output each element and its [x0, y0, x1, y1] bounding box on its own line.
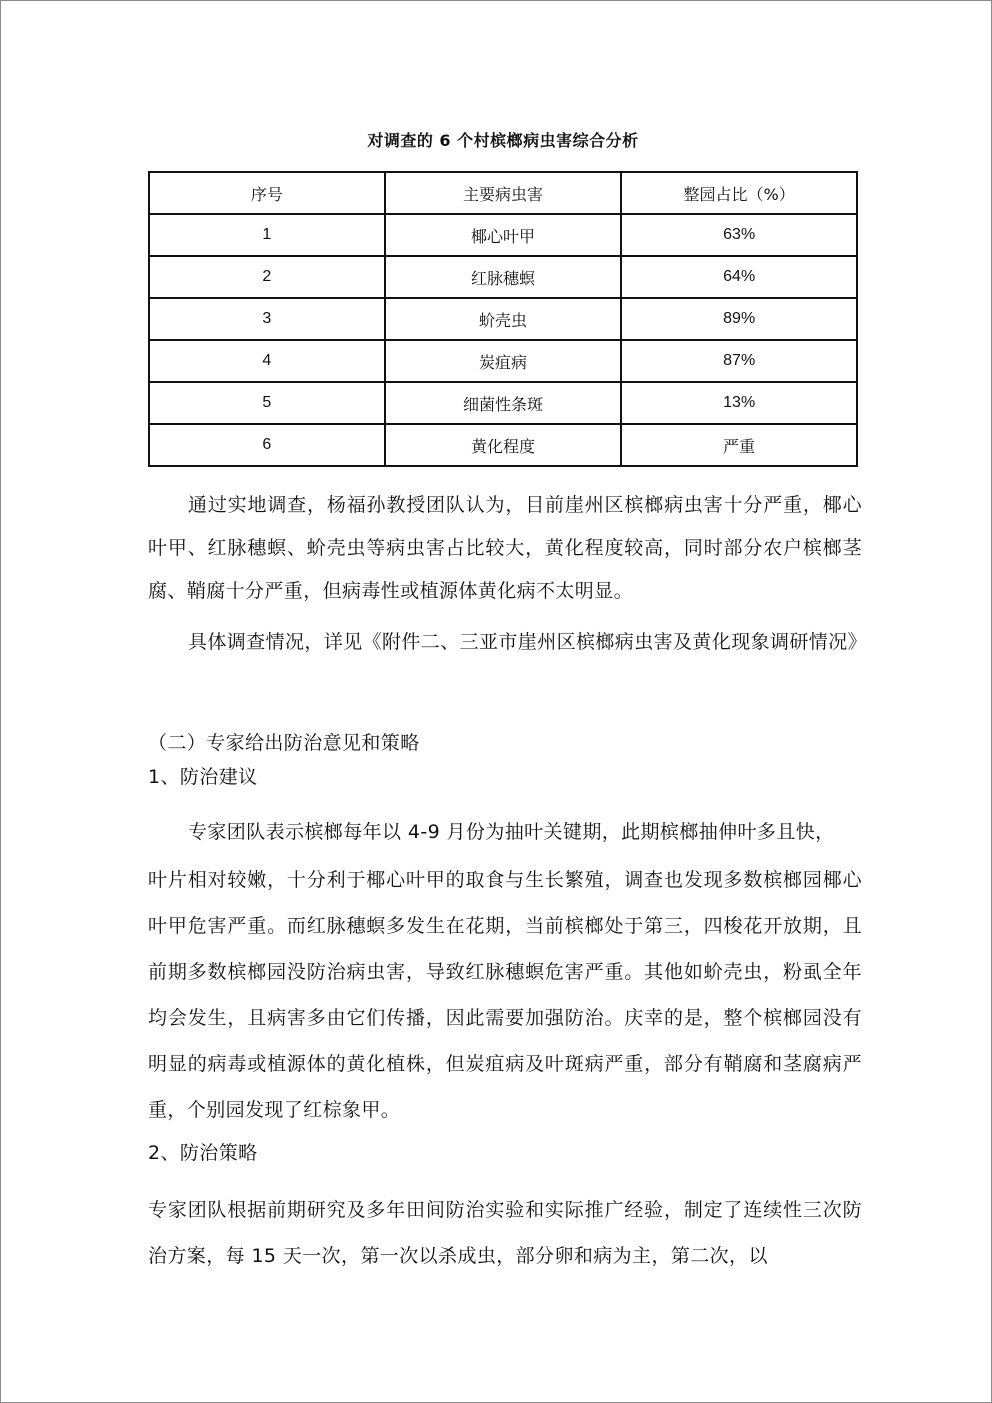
paragraph-strategy: 专家团队根据前期研究及多年田间防治实验和实际推广经验，制定了连续性三次防治方案，每 15 天一次，第一次以杀成虫，部分卵和病为主，第二次，以 — [148, 1199, 862, 1267]
row-ratio: 13% — [621, 382, 857, 424]
row-no: 5 — [149, 382, 385, 424]
table-row — [149, 340, 857, 382]
table-header-row — [149, 172, 857, 214]
row-ratio: 63% — [621, 214, 857, 256]
paragraph-summary: 通过实地调查，杨福孙教授团队认为，目前崖州区槟榔病虫害十分严重，椰心叶甲、红脉穗螟、蚧壳虫等病虫害占比较大，黄化程度较高，同时部分农户槟榔茎腐、鞘腐十分严重，但病毒性或植源体黄化病不太明显。 — [148, 494, 862, 602]
table-row — [149, 214, 857, 256]
paragraph-suggestions-first-line: 专家团队表示槟榔每年以 4-9 月份为抽叶关键期，此期槟榔抽伸叶多且快， — [188, 821, 835, 843]
row-pest: 蚧壳虫 — [385, 298, 622, 340]
row-no: 3 — [149, 298, 385, 340]
paragraph-suggestions: 叶片相对较嫩，十分利于椰心叶甲的取食与生长繁殖，调查也发现多数槟榔园椰心叶甲危害严重。而红脉穗螟多发生在花期，当前槟榔处于第三，四梭花开放期，且前期多数槟榔园没防治病虫害，导致红脉穗螟危害严重。其他如蚧壳虫，粉虱全年均会发生，且病害多由它们传播，因此需要加强防治。庆幸的是，整个槟榔园没有明显的病毒或植源体的黄化植株，但炭疽病及叶斑病严重，部分有鞘腐和茎腐病严重，个别园发现了红棕象甲。 — [148, 869, 862, 1121]
row-ratio: 严重 — [621, 424, 857, 466]
row-ratio: 89% — [621, 298, 857, 340]
subheading-strategy: 2、防治策略 — [148, 1142, 258, 1164]
row-no: 4 — [149, 340, 385, 382]
row-ratio: 87% — [621, 340, 857, 382]
row-pest: 细菌性条斑 — [385, 382, 622, 424]
row-pest: 炭疽病 — [385, 340, 622, 382]
table-row — [149, 298, 857, 340]
row-pest: 红脉穗螟 — [385, 256, 622, 298]
row-ratio: 64% — [621, 256, 857, 298]
row-no: 1 — [149, 214, 385, 256]
row-no: 2 — [149, 256, 385, 298]
paragraph-details-reference: 具体调查情况，详见《附件二、三亚市崖州区槟榔病虫害及黄化现象调研情况》 — [188, 631, 868, 653]
table-title: 对调查的 6 个村槟榔病虫害综合分析 — [367, 131, 639, 150]
table-row — [149, 382, 857, 424]
subheading-suggestions: 1、防治建议 — [148, 766, 258, 788]
table-row — [149, 256, 857, 298]
pest-table — [148, 171, 858, 467]
section-heading: （二）专家给出防治意见和策略 — [148, 732, 420, 754]
row-pest: 黄化程度 — [385, 424, 622, 466]
header-ratio: 整园占比（%） — [621, 172, 857, 214]
header-no: 序号 — [149, 172, 385, 214]
row-pest: 椰心叶甲 — [385, 214, 622, 256]
table-row — [149, 424, 857, 466]
row-no: 6 — [149, 424, 385, 466]
header-pest: 主要病虫害 — [385, 172, 622, 214]
